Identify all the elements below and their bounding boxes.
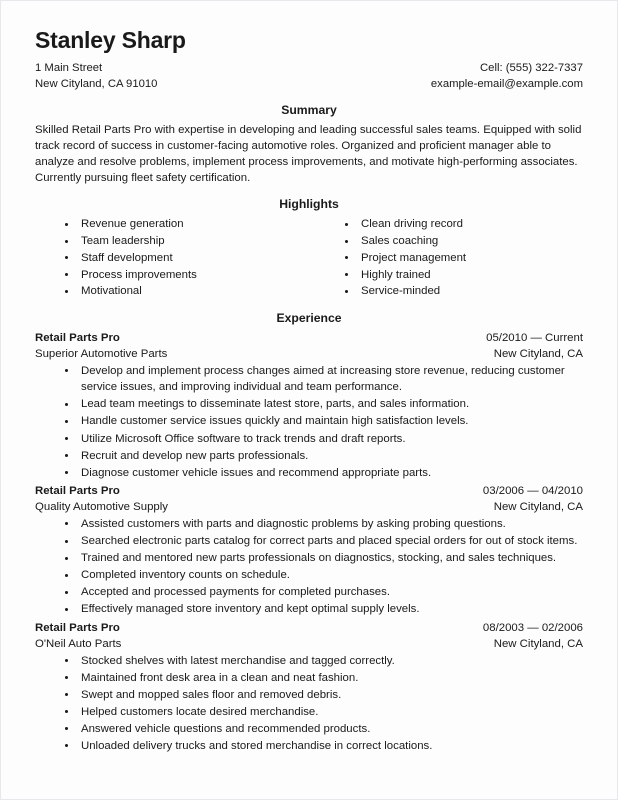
job-company: Superior Automotive Parts bbox=[35, 348, 168, 361]
list-item: Completed inventory counts on schedule. bbox=[59, 567, 583, 584]
contact-details bbox=[431, 61, 583, 92]
job-company: O'Neil Auto Parts bbox=[35, 637, 122, 650]
list-item: Motivational bbox=[59, 283, 309, 300]
resume-header bbox=[35, 27, 583, 92]
list-item: Accepted and processed payments for completed purchases. bbox=[59, 584, 583, 601]
list-item: Clean driving record bbox=[339, 216, 583, 233]
list-item: Lead team meetings to disseminate latest store, parts, and sales information. bbox=[59, 396, 583, 413]
experience-list bbox=[35, 330, 583, 754]
list-item: Utilize Microsoft Office software to track trends and draft reports. bbox=[59, 431, 583, 448]
list-item: Effectively managed store inventory and kept optimal supply levels. bbox=[59, 601, 583, 618]
summary-heading: Summary bbox=[281, 103, 337, 118]
list-item: Handle customer service issues quickly and maintain high satisfaction levels. bbox=[59, 413, 583, 430]
phone-number: Cell: (555) 322-7337 bbox=[480, 62, 583, 75]
list-item: Searched electronic parts catalog for correct parts and placed special orders for out of stock items. bbox=[59, 533, 583, 550]
job-responsibilities bbox=[35, 516, 583, 618]
experience-entry bbox=[35, 620, 583, 755]
list-item: Staff development bbox=[59, 250, 309, 267]
job-company-row bbox=[35, 636, 583, 652]
list-item: Sales coaching bbox=[339, 233, 583, 250]
list-item: Team leadership bbox=[59, 233, 309, 250]
list-item: Unloaded delivery trucks and stored merchandise in correct locations. bbox=[59, 738, 583, 755]
list-item: Maintained front desk area in a clean and neat fashion. bbox=[59, 670, 583, 687]
job-location: New Cityland, CA bbox=[493, 348, 583, 361]
job-title: Retail Parts Pro bbox=[35, 485, 120, 498]
contact-address bbox=[35, 61, 157, 92]
experience-entry bbox=[35, 483, 583, 618]
list-item: Revenue generation bbox=[59, 216, 309, 233]
job-company: Quality Automotive Supply bbox=[35, 501, 168, 514]
list-item: Swept and mopped sales floor and removed debris. bbox=[59, 687, 583, 704]
list-item: Process improvements bbox=[59, 267, 309, 284]
highlights-list-right bbox=[339, 216, 583, 300]
list-item: Trained and mentored new parts professionals on diagnostics, stocking, and sales techniques. bbox=[59, 550, 583, 567]
summary-text: Skilled Retail Parts Pro with expertise in developing and leading successful sales teams. Equipped with solid track record of success in customer-facing automotive roles. Organized and proficient manager able to analyze and resolve problems, implement process improvements, and motivate high-performing associates. Currently pursuing fleet safety certification. bbox=[35, 124, 582, 185]
address-line-1: 1 Main Street bbox=[35, 62, 103, 75]
list-item: Project management bbox=[339, 250, 583, 267]
job-title-row bbox=[35, 483, 583, 499]
list-item: Recruit and develop new parts professionals. bbox=[59, 448, 583, 465]
experience-heading: Experience bbox=[276, 311, 342, 326]
job-location: New Cityland, CA bbox=[493, 637, 583, 650]
job-title: Retail Parts Pro bbox=[35, 621, 120, 634]
job-responsibilities bbox=[35, 363, 583, 481]
highlights-column-left bbox=[35, 216, 309, 300]
job-title-row bbox=[35, 620, 583, 636]
job-location: New Cityland, CA bbox=[493, 501, 583, 514]
list-item: Service-minded bbox=[339, 283, 583, 300]
email-address: example-email@example.com bbox=[430, 77, 583, 90]
highlights-heading: Highlights bbox=[279, 197, 339, 212]
job-dates: 05/2010 — Current bbox=[486, 332, 583, 344]
highlights-section bbox=[35, 197, 583, 300]
list-item: Highly trained bbox=[339, 267, 583, 284]
job-company-row bbox=[35, 499, 583, 515]
job-dates: 08/2003 — 02/2006 bbox=[482, 621, 583, 634]
list-item: Assisted customers with parts and diagnostic problems by asking probing questions. bbox=[59, 516, 583, 533]
summary-section bbox=[35, 103, 583, 186]
job-dates: 03/2006 — 04/2010 bbox=[482, 485, 583, 498]
experience-section bbox=[35, 311, 583, 754]
list-item: Stocked shelves with latest merchandise and tagged correctly. bbox=[59, 653, 583, 670]
contact-info bbox=[35, 61, 583, 92]
list-item: Helped customers locate desired merchandise. bbox=[59, 704, 583, 721]
job-responsibilities bbox=[35, 653, 583, 755]
list-item: Diagnose customer vehicle issues and recommend appropriate parts. bbox=[59, 465, 583, 482]
highlights-list-left bbox=[59, 216, 309, 300]
job-title-row bbox=[35, 330, 583, 346]
job-company-row bbox=[35, 346, 583, 362]
highlights-column-right bbox=[309, 216, 583, 300]
highlights-columns bbox=[35, 216, 583, 300]
address-line-2: New Cityland, CA 91010 bbox=[35, 77, 158, 90]
candidate-name: Stanley Sharp bbox=[35, 27, 186, 53]
job-title: Retail Parts Pro bbox=[35, 332, 120, 344]
experience-entry bbox=[35, 330, 583, 481]
list-item: Develop and implement process changes aimed at increasing store revenue, reducing customer service issues, and improving individual and team performance. bbox=[59, 363, 583, 396]
list-item: Answered vehicle questions and recommended products. bbox=[59, 721, 583, 738]
